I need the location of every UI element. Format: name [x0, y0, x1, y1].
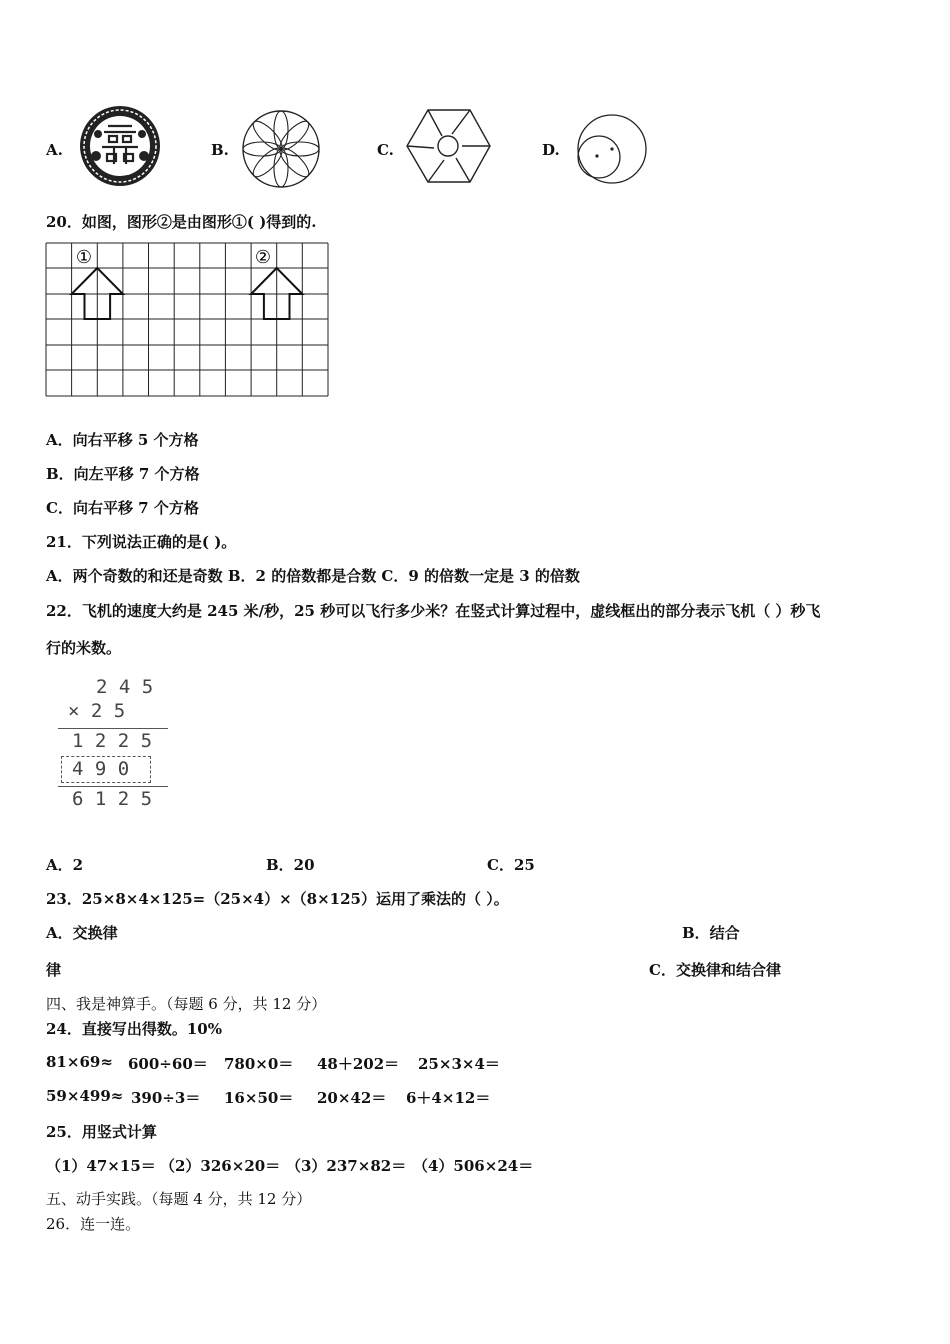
q19-option-d-label: D.: [542, 141, 560, 159]
q24-stem: 24．直接写出得数。10%: [46, 1020, 223, 1038]
q24-row1-item: 600÷60＝: [128, 1055, 208, 1073]
q24-row2-item: 390÷3＝: [131, 1089, 201, 1107]
pinwheel-hexagon-icon: [402, 106, 494, 188]
q22-option-a[interactable]: A．2: [46, 856, 84, 874]
q22-option-b[interactable]: B．20: [266, 856, 315, 874]
q23-option-a[interactable]: A．交换律: [46, 924, 118, 942]
q20-option-c[interactable]: C．向右平移 7 个方格: [46, 499, 199, 517]
q24-row2-item: 20×42＝: [317, 1089, 387, 1107]
q25-item: （3）237×82＝: [286, 1157, 407, 1175]
section4-title: 四、我是神算手。（每题 6 分，共 12 分）: [46, 995, 327, 1013]
q24-row2-item: 16×50＝: [224, 1089, 294, 1107]
q22-option-c[interactable]: C．25: [487, 856, 535, 874]
q21-options[interactable]: A．两个奇数的和还是奇数 B．2 的倍数都是合数 C．9 的倍数一定是 3 的倍数: [46, 567, 580, 585]
vertical-partial-1: 1 2 2 5: [72, 730, 153, 752]
q20-stem: 20．如图，图形②是由图形①( )得到的.: [46, 213, 317, 231]
q20-translation-grid: [45, 242, 331, 400]
q24-row2-item: 59×499≈: [46, 1087, 124, 1105]
vertical-top-number: 2 4 5: [96, 676, 154, 698]
shape-2-mark: ②: [254, 247, 272, 268]
q26-stem: 26．连一连。: [46, 1215, 141, 1233]
q25-item: （1）47×15＝: [46, 1157, 156, 1175]
q20-option-a[interactable]: A．向右平移 5 个方格: [46, 431, 199, 449]
q22-stem-line1: 22．飞机的速度大约是 245 米/秒，25 秒可以飞行多少米？在竖式计算过程中，虚线框出的部分表示飞机（ ）秒飞: [46, 602, 821, 620]
q22-vertical-multiplication: [58, 676, 173, 816]
q24-row1-item: 48＋202＝: [317, 1055, 400, 1073]
q19-option-c-label: C.: [377, 141, 394, 159]
vertical-line-1: [58, 728, 168, 729]
vertical-multiplier: × 2 5: [68, 700, 126, 722]
q25-stem: 25．用竖式计算: [46, 1123, 157, 1141]
q25-item: （4）506×24＝: [413, 1157, 534, 1175]
q19-option-a-label: A.: [46, 141, 63, 159]
vertical-partial-2: 4 9 0: [72, 758, 130, 780]
q21-stem: 21．下列说法正确的是( )。: [46, 533, 237, 551]
q23-option-c[interactable]: C．交换律和结合律: [649, 961, 781, 979]
shape-1-mark: ①: [75, 247, 93, 268]
section5-title: 五、动手实践。（每题 4 分，共 12 分）: [46, 1190, 312, 1208]
two-circles-icon: [572, 112, 650, 186]
q24-row1-item: 25×3×4＝: [418, 1055, 500, 1073]
q25-item: （2）326×20＝: [160, 1157, 281, 1175]
flower-circle-icon: [240, 108, 322, 190]
q23-option-b[interactable]: B．结合: [682, 924, 740, 942]
vertical-line-2: [58, 786, 168, 787]
q23-option-b-cont[interactable]: 律: [46, 961, 62, 979]
q22-stem-line2: 行的米数。: [46, 639, 122, 657]
double-happiness-seal-icon: [78, 104, 162, 188]
q24-row2-item: 6＋4×12＝: [406, 1089, 491, 1107]
q23-stem: 23．25×8×4×125=（25×4）×（8×125）运用了乘法的（ ）。: [46, 890, 509, 908]
q24-row1-item: 81×69≈: [46, 1053, 113, 1071]
q24-row1-item: 780×0＝: [224, 1055, 294, 1073]
vertical-result: 6 1 2 5: [72, 788, 153, 810]
q20-option-b[interactable]: B．向左平移 7 个方格: [46, 465, 200, 483]
q19-option-b-label: B.: [211, 141, 229, 159]
